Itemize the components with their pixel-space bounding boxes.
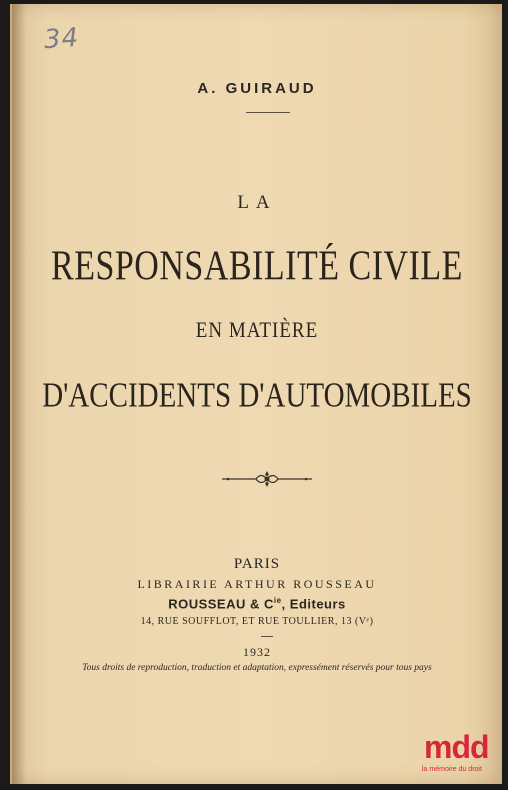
publisher-imprint-sup: ie [273,596,282,605]
year-divider [261,636,273,637]
title-line-2: RESPONSABILITÉ CIVILE [51,243,463,290]
author-name: A. GUIRAUD [197,80,317,97]
title-line-3: EN MATIÈRE [195,318,319,343]
publication-place: PARIS [233,556,281,572]
title-line-1: LA [237,192,277,213]
fleuron-ornament-icon [220,468,314,490]
publisher-address: 14, RUE SOUFFLOT, ET RUE TOULLIER, 13 (Vᵉ) [140,616,374,627]
publisher-imprint [12,596,502,611]
logo-letters: mdd [424,729,489,765]
mdd-watermark-logo [424,730,504,788]
logo-tagline: la mémoire du droit [422,766,482,773]
handwritten-note: 34 [42,22,81,56]
book-cover [10,4,502,784]
publisher-name: LIBRAIRIE ARTHUR ROUSSEAU [137,577,377,591]
publisher-imprint-main: ROUSSEAU & C [168,596,274,612]
publication-year: 1932 [243,645,271,659]
title-line-4: D'ACCIDENTS D'AUTOMOBILES [42,376,472,416]
author-divider [246,112,290,113]
rights-notice: Tous droits de reproduction, traduction et adaptation, expressément réservés pour tous pays [82,663,432,673]
publisher-imprint-end: , Editeurs [281,596,346,612]
